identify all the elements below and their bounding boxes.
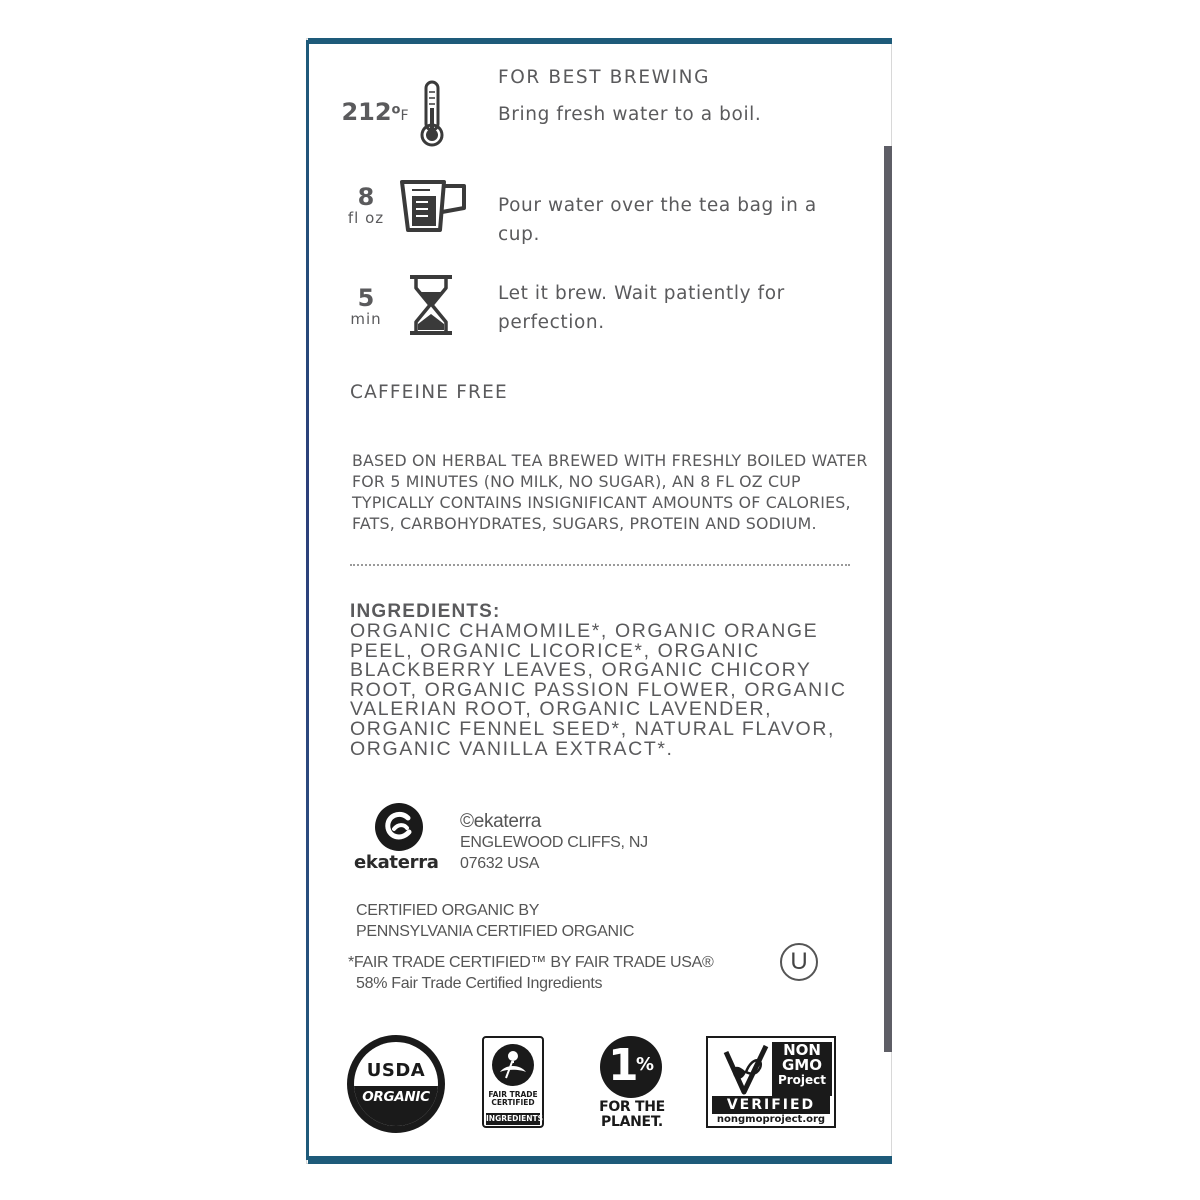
non-gmo-line-3: Project bbox=[777, 1073, 827, 1087]
hourglass-icon bbox=[408, 274, 454, 336]
organic-certifier bbox=[356, 900, 634, 942]
non-gmo-line-2: GMO bbox=[782, 1056, 822, 1074]
one-percent-line-1: FOR THE bbox=[599, 1099, 665, 1115]
ingredients-line: ROOT, ORGANIC PASSION FLOWER, ORGANIC bbox=[350, 678, 847, 701]
step-pour-text: Pour water over the tea bag in a cup. bbox=[498, 195, 817, 245]
ingredients-line: ORGANIC FENNEL SEED*, NATURAL FLAVOR, bbox=[350, 717, 836, 740]
time-amount: 5 min bbox=[350, 284, 382, 328]
fair-trade-line-2: CERTIFIED bbox=[491, 1098, 535, 1107]
fair-trade-line-1: FAIR TRADE bbox=[488, 1090, 538, 1099]
left-color-edge bbox=[306, 40, 309, 1160]
bottom-color-band bbox=[308, 1156, 892, 1164]
ingredients-line: PEEL, ORGANIC LICORICE*, ORGANIC bbox=[350, 639, 760, 662]
fair-trade-icon bbox=[490, 1042, 536, 1088]
brewing-title: FOR BEST BREWING bbox=[498, 67, 710, 88]
non-gmo-verified-band: VERIFIED bbox=[712, 1096, 830, 1114]
measuring-cup-icon bbox=[398, 178, 472, 234]
one-percent-number: 1 bbox=[608, 1040, 639, 1091]
fair-trade-percentage: 58% Fair Trade Certified Ingredients bbox=[356, 975, 603, 992]
non-gmo-box bbox=[772, 1042, 832, 1096]
step-boil-text: Bring fresh water to a boil. bbox=[498, 104, 762, 125]
non-gmo-text bbox=[772, 1043, 832, 1087]
ekaterra-logo-word: ekaterra bbox=[354, 852, 439, 873]
one-percent-line-2: PLANET. bbox=[601, 1114, 663, 1130]
non-gmo-url: nongmoproject.org bbox=[716, 1114, 826, 1125]
certifier-line-2: PENNSYLVANIA CERTIFIED ORGANIC bbox=[356, 923, 635, 940]
temperature-amount: 212$^o$F bbox=[341, 98, 409, 126]
right-fold-edge bbox=[884, 146, 892, 1052]
caffeine-free-label: CAFFEINE FREE bbox=[350, 382, 508, 403]
non-gmo-line-1: NON bbox=[783, 1041, 821, 1059]
top-color-band bbox=[308, 38, 892, 44]
dotted-divider bbox=[350, 564, 850, 566]
copyright-line: ©ekaterra bbox=[460, 811, 542, 832]
city-line: ENGLEWOOD CLIFFS, NJ bbox=[460, 834, 648, 851]
usda-seal-top: USDA bbox=[366, 1060, 426, 1081]
ingredients-line: ORGANIC VANILLA EXTRACT*. bbox=[350, 737, 674, 760]
kosher-mark: U bbox=[780, 943, 818, 981]
ingredients-list bbox=[350, 622, 870, 759]
nutrition-note: BASED ON HERBAL TEA BREWED WITH FRESHLY BOILED WATER FOR 5 MINUTES (NO MILK, NO SUGAR), AN 8 FL OZ CUP TYPICALLY CONTAINS INSIGNIFICANT AMOUNTS OF CALORIES, FATS, CARBOHYDRATES, SUGARS, PROTEIN AND SODIUM. bbox=[352, 451, 868, 533]
fair-trade-badge bbox=[482, 1036, 544, 1128]
ingredients-line: BLACKBERRY LEAVES, ORGANIC CHICORY bbox=[350, 659, 812, 682]
fair-trade-label bbox=[484, 1091, 542, 1107]
butterfly-icon bbox=[716, 1042, 774, 1098]
usda-seal-inner bbox=[354, 1042, 438, 1126]
step-brew-text: Let it brew. Wait patiently for perfection. bbox=[498, 283, 785, 333]
one-percent-label bbox=[586, 1100, 678, 1130]
ingredients-title: INGREDIENTS: bbox=[350, 601, 501, 622]
thermometer-icon bbox=[418, 80, 446, 148]
fair-trade-note: *FAIR TRADE CERTIFIED™ BY FAIR TRADE USA® bbox=[348, 954, 714, 971]
company-address bbox=[460, 811, 648, 874]
usda-organic-seal bbox=[347, 1035, 445, 1133]
zip-line: 07632 USA bbox=[460, 855, 540, 872]
usda-seal-bottom: ORGANIC bbox=[362, 1089, 430, 1105]
volume-amount: 8 fl oz bbox=[347, 183, 385, 227]
fair-trade-ingredients-band: INGREDIENTS bbox=[486, 1114, 544, 1123]
ingredients-line: ORGANIC CHAMOMILE*, ORGANIC ORANGE bbox=[350, 620, 819, 642]
one-percent-sign: % bbox=[636, 1054, 655, 1075]
non-gmo-badge bbox=[706, 1036, 836, 1128]
certifier-line-1: CERTIFIED ORGANIC BY bbox=[356, 902, 540, 919]
ekaterra-logo-icon bbox=[374, 802, 424, 852]
ingredients-line: VALERIAN ROOT, ORGANIC LAVENDER, bbox=[350, 698, 773, 721]
one-percent-circle bbox=[600, 1036, 662, 1098]
